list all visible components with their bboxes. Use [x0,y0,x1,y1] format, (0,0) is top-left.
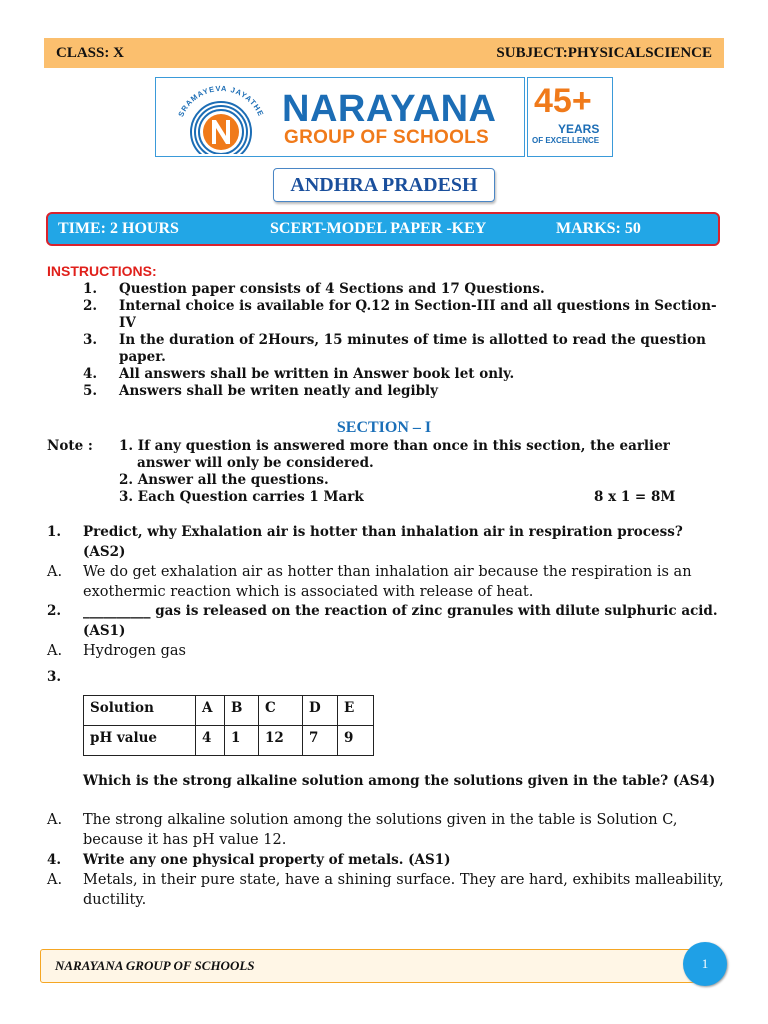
note-list [119,438,719,506]
instruction-item: 4. All answers shall be written in Answer book let only. [83,366,515,382]
instructions-list [83,281,723,400]
note-item: 3. Each Question carries 1 Mark [119,489,364,505]
instruction-item: 1. Question paper consists of 4 Sections and 17 Questions. [83,281,545,297]
header-band [44,38,724,68]
exam-time: TIME: 2 HOURS [58,220,179,237]
exam-marks: MARKS: 50 [556,220,641,237]
instruction-item: 3. In the duration of 2Hours, 15 minutes of time is allotted to read the question paper. [83,332,706,365]
years-number: 45+ [534,82,592,120]
narayana-emblem-icon [166,82,276,154]
instruction-item: 5. Answers shall be writen neatly and legibly [83,383,439,399]
question-1: 1. Predict, why Exhalation air is hotter than inhalation air in respiration process? (AS2) [47,524,683,560]
answer-1: A. We do get exhalation air as hotter than inhalation air because the respiration is an exothermic reaction which is associated with release of heat. [47,564,692,600]
years-badge [527,77,613,157]
instruction-item: 2. Internal choice is available for Q.12 in Section-III and all questions in Section-IV [83,298,717,331]
marks-formula: 8 x 1 = 8M [594,489,676,505]
answer-3: A. The strong alkaline solution among the solutions given in the table is Solution C, because it has pH value 12. [47,812,678,848]
note-item: answer will only be considered. [137,455,374,471]
section-title: SECTION – I [336,419,432,436]
note-label: Note : [47,438,93,454]
ph-table [83,695,374,756]
answer-4: A. Metals, in their pure state, have a shining surface. They are hard, exhibits malleability, ductility. [47,872,724,908]
note-item: 1. If any question is answered more than once in this section, the earlier [119,438,670,454]
brand-subtitle: GROUP OF SCHOOLS [284,127,490,148]
school-logo [155,77,525,157]
class-label: CLASS: X [56,44,124,61]
footer-band: NARAYANA GROUP OF SCHOOLS [40,949,704,983]
emblem-motto: SRAMAYEVA JAYATHE [176,83,266,119]
exam-paper: SCERT-MODEL PAPER -KEY [270,220,487,237]
table-row: pH value 4 1 12 7 9 [84,726,374,756]
exam-info-band [46,212,720,246]
brand-name: NARAYANA [282,88,497,130]
note-item: 2. Answer all the questions. [119,472,329,488]
note-item-row [119,489,719,506]
question-3-number: 3. [47,669,62,685]
question-3: Which is the strong alkaline solution among the solutions given in the table? (AS4) [83,773,716,789]
question-2: 2. __________ gas is released on the reaction of zinc granules with dilute sulphuric acid. (AS1) [47,603,718,639]
years-word: YEARS [558,122,600,136]
question-4: 4. Write any one physical property of metals. (AS1) [47,852,451,868]
page-number: 1 [683,942,727,986]
answer-2: A. Hydrogen gas [47,643,186,659]
state-title: ANDHRA PRADESH [273,168,495,202]
table-row: Solution A B C D E [84,696,374,726]
subject-label: SUBJECT:PHYSICALSCIENCE [496,44,712,61]
years-sub: OF EXCELLENCE [532,136,600,145]
instructions-title: INSTRUCTIONS: [47,263,157,279]
